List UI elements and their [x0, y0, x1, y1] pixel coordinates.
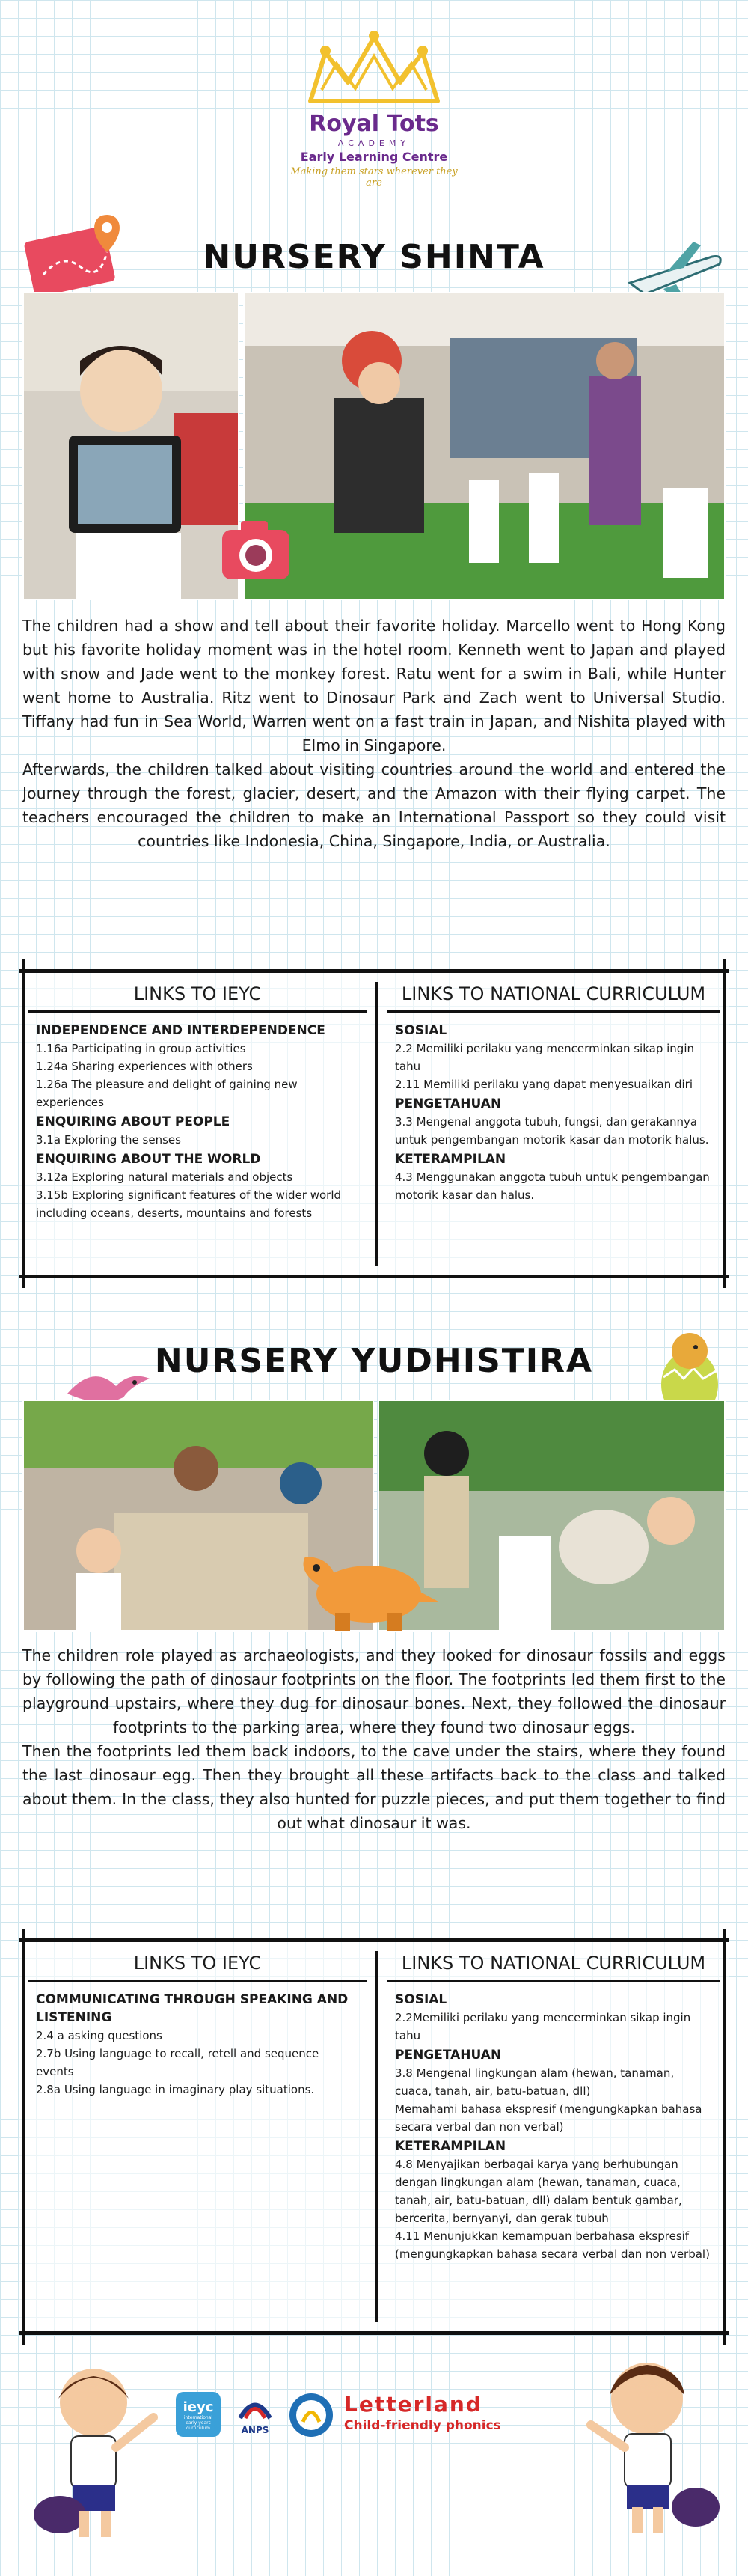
letterland-logo-text: Letterland [344, 2392, 482, 2417]
footer-logos [176, 2387, 572, 2440]
ieyc-item: 2.8a Using language in imaginary play situations. [36, 2083, 315, 2096]
ieyc-logo [176, 2392, 221, 2437]
anps-logo-text: ANPS [241, 2425, 269, 2435]
national-item: 2.11 Memiliki perilaku yang dapat menyesuaikan diri [395, 1078, 693, 1091]
national-item: 4.8 Menyajikan berbagai karya yang berhubungan dengan lingkungan alam (hewan, tanaman, cuaca, tanah, air, batu-batuan, dll) dalam bentuk gambar, bercerita, bernyanyi, dan gerak tubuh [395, 2158, 682, 2225]
ieyc-heading: ENQUIRING ABOUT THE WORLD [36, 1152, 261, 1167]
crown-icon [303, 30, 445, 112]
national-item: 3.3 Mengenal anggota tubuh, fungsi, dan gerakannya untuk pengembangan motorik kasar dan motorik halus. [395, 1115, 709, 1147]
ieyc-logo-text: ieyc [183, 2399, 214, 2415]
section1-links-table [19, 969, 729, 1278]
section2-links-table [19, 1938, 729, 2335]
brand-academy: ACADEMY [337, 138, 411, 148]
national-heading: KETERAMPILAN [395, 2139, 506, 2154]
ieyc-logo-subtext: international early years curriculum [183, 2415, 213, 2431]
national-item: 2.2Memiliki perilaku yang mencerminkan sikap ingin tahu [395, 2011, 691, 2042]
brand-name: Royal Tots [309, 111, 439, 137]
photo-show-and-tell [22, 292, 239, 600]
brand-tagline: Making them stars wherever they are [290, 166, 458, 189]
national-heading: PENGETAHUAN [395, 2048, 502, 2063]
section2-paragraph-1: The children role played as archaeologists, and they looked for dinosaur fossils and eggs by following the path of dinosaur footprints on the floor. The footprints led them first to the playground upstairs, where they dug for dinosaur bones. Next, they followed the dinosaur footprints to the parking area, where they found two dinosaur eggs. [22, 1646, 726, 1736]
ieyc-item: 1.24a Sharing experiences with others [36, 1060, 253, 1073]
ieyc-heading: INDEPENDENCE AND INTERDEPENDENCE [36, 1023, 325, 1038]
anps-logo [233, 2392, 278, 2437]
partner-badge-icon [288, 2392, 334, 2438]
section1-national-column [378, 973, 729, 1275]
national-item: 2.2 Memiliki perilaku yang mencerminkan sikap ingin tahu [395, 1042, 694, 1073]
ieyc-item: 3.15b Exploring significant features of the wider world including oceans, deserts, mountains and forests [36, 1188, 342, 1220]
academy-logo [284, 30, 464, 202]
ieyc-heading: ENQUIRING ABOUT PEOPLE [36, 1114, 230, 1129]
ieyc-item: 2.4 a asking questions [36, 2029, 162, 2042]
camera-icon [218, 516, 293, 584]
ieyc-item: 3.12a Exploring natural materials and objects [36, 1171, 293, 1184]
ieyc-item: 1.16a Participating in group activities [36, 1042, 246, 1055]
section1-national-header: LINKS TO NATIONAL CURRICULUM [387, 973, 720, 1013]
section1-ieyc-header: LINKS TO IEYC [28, 973, 367, 1013]
photo-flying-carpet [243, 292, 726, 600]
section2-national-column [378, 1942, 729, 2331]
triceratops-icon [290, 1534, 440, 1632]
section1-ieyc-column [19, 973, 375, 1275]
ieyc-item: 1.26a The pleasure and delight of gaining new experiences [36, 1078, 298, 1109]
girl-character-icon [30, 2357, 172, 2545]
ieyc-item: 3.1a Exploring the senses [36, 1133, 181, 1147]
letterland-logo [344, 2392, 568, 2437]
national-heading: KETERAMPILAN [395, 1152, 506, 1167]
anps-emblem-icon [236, 2392, 274, 2422]
boy-character-icon [576, 2350, 726, 2545]
brand-subtitle: Early Learning Centre [300, 150, 448, 164]
national-heading: SOSIAL [395, 1992, 447, 2007]
section1-paragraph-2: Afterwards, the children talked about visiting countries around the world and entered the Journey through the forest, glacier, desert, and the Amazon with their flying carpet. The teachers encouraged the children to make an International Passport so they could visit countries like Indonesia, China, Singapore, India, or Australia. [22, 760, 726, 850]
ieyc-item: 2.7b Using language to recall, retell and sequence events [36, 2047, 319, 2078]
national-item: Memahami bahasa ekspresif (mengungkapkan bahasa secara verbal dan non verbal) [395, 2102, 702, 2134]
section2-ieyc-column [19, 1942, 375, 2331]
section1-title: NURSERY SHINTA [203, 238, 545, 276]
national-heading: PENGETAHUAN [395, 1096, 502, 1111]
ieyc-heading: COMMUNICATING THROUGH SPEAKING AND LISTENING [36, 1992, 349, 2025]
national-item: 4.3 Menggunakan anggota tubuh untuk pengembangan motorik kasar dan halus. [395, 1171, 710, 1202]
map-icon [21, 211, 133, 301]
national-heading: SOSIAL [395, 1023, 447, 1038]
section1-text [22, 614, 726, 853]
section2-paragraph-2: Then the footprints led them back indoors, to the cave under the stairs, where they found the last dinosaur egg. Then they brought all these artifacts back to the class and talked about them. In the class, they also hunted for puzzle pieces, and put them together to find out what dinosaur it was. [22, 1742, 726, 1832]
national-item: 3.8 Mengenal lingkungan alam (hewan, tanaman, cuaca, tanah, air, batu-batuan, dll) [395, 2066, 675, 2098]
section2-text [22, 1643, 726, 1835]
letterland-logo-subtext: Child-friendly phonics [344, 2418, 501, 2433]
section2-national-header: LINKS TO NATIONAL CURRICULUM [387, 1942, 720, 1982]
section2-title: NURSERY YUDHISTIRA [154, 1342, 594, 1380]
section2-ieyc-header: LINKS TO IEYC [28, 1942, 367, 1982]
national-item: 4.11 Menunjukkan kemampuan berbahasa ekspresif (mengungkapkan bahasa secara verbal dan non verbal) [395, 2229, 710, 2261]
section1-paragraph-1: The children had a show and tell about their favorite holiday. Marcello went to Hong Kong but his favorite holiday moment was in the hotel room. Kenneth went to Japan and played with snow and Jade went to the monkey forest. Ratu went for a swim in Bali, while Hunter went home to Australia. Ritz went to Dinosaur Park and Zach went to Universal Studio. Tiffany had fun in Sea World, Warren went on a fast train in Japan, and Nishita played with Elmo in Singapore. [22, 617, 726, 754]
